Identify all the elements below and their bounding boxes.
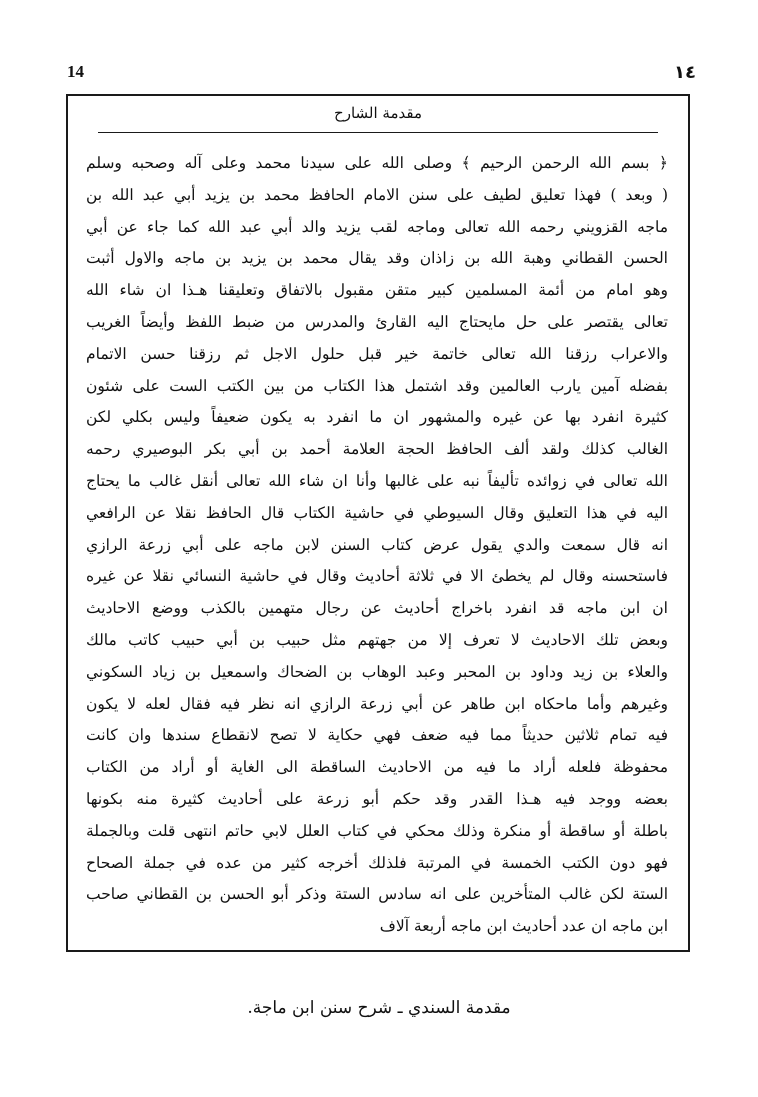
- running-head: مقدمة الشارح: [334, 104, 422, 122]
- text-line: بفضله آمين يارب العالمين وقد اشتمل هذا الكتاب من بين الكتب الست على شئون: [86, 376, 668, 395]
- page-number-arabic: ١٤: [674, 62, 696, 83]
- text-line: وغيرهم وأما ماحكاه ابن طاهر عن أبي زرعة الرازي انه نظر فيه فقال لعله لا يكون: [86, 694, 668, 713]
- text-frame: [66, 94, 690, 952]
- text-line: الحسن القطاني وهبة الله بن زاذان وقد يقال محمد بن يزيد بن ماجه والاول أثبت: [86, 249, 668, 268]
- text-line: كثيرة انفرد بها عن غيره والمشهور ان ما انفرد به يكون ضعيفاً وليس بكلي لكن: [86, 408, 668, 427]
- text-line: الغالب كذلك ولقد ألف الحافظ الحجة العلامة أحمد بن أبي بكر البوصيري رحمه: [86, 440, 668, 459]
- text-line: وهو امام من أئمة المسلمين كبير متقن مقبول بالاتفاق وتعليقنا هـذا ان شاء الله: [86, 281, 668, 300]
- text-line: ان ابن ماجه قد انفرد باخراج أحاديث عن رجال متهمين بالكذب ووضع الاحاديث: [86, 599, 668, 618]
- text-line: ( وبعد ) فهذا تعليق لطيف على سنن الامام الحافظ محمد بن يزيد أبي عبد الله بن: [86, 185, 668, 204]
- text-line: انه قال سمعت والدي يقول عرض كتاب السنن لابن ماجه على أبي زرعة الرازي: [86, 535, 668, 554]
- text-line: ماجه القزويني رحمه الله تعالى وماجه لقب يزيد والد أبي عبد الله كما جاء عن أبي: [86, 217, 668, 236]
- text-line: فيه تمام ثلاثين حديثاً مما فيه ضعف فهي حكاية لا تصح لانقطاع سندها وان كانت: [86, 726, 668, 745]
- page-number-latin: 14: [67, 62, 84, 81]
- text-line: الله تعالى في زوائده تأليفاً نبه على غالبها وأنا ان شاء الله تعالى أنقل غالب ما يحتاج: [86, 471, 668, 490]
- text-line: تعالى يقتصر على حل مايحتاج اليه القارئ والمدرس من ضبط اللفظ وأيضاً الغريب: [86, 312, 668, 331]
- text-line: باطلة أو ساقطة أو منكرة وذلك محكي في كتاب العلل لابي حاتم انتهى قلت وبالجملة: [86, 821, 668, 840]
- body-text: [86, 148, 668, 943]
- text-line: والعلاء بن زيد وداود بن المحبر وعبد الوهاب بن الضحاك واسمعيل بن زياد السكوني: [86, 662, 668, 681]
- running-head-rule: [98, 132, 658, 133]
- text-line: والاعراب رزقنا الله تعالى خاتمة خير قبل حلول الاجل ثم رزقنا حسن الاتمام: [86, 344, 668, 363]
- text-line: محفوظة فلعله أراد ما فيه من الاحاديث الساقطة الى الغاية أو أراد من الكتاب: [86, 758, 668, 777]
- text-line: فهو دون الكتب الخمسة في المرتبة فلذلك أخرجه كثير من عده في جملة الصحاح: [86, 853, 668, 872]
- text-line: اليه في هذا التعليق وقال السيوطي في حاشية الكتاب قال الحافظ نقلا عن الرافعي: [86, 503, 668, 522]
- footer-caption: مقدمة السندي ـ شرح سنن ابن ماجة.: [247, 998, 511, 1018]
- text-line: وبعض تلك الاحاديث لا تعرف إلا من جهتهم مثل حبيب بن أبي حبيب كاتب مالك: [86, 630, 668, 649]
- text-line: فاستحسنه وقال لم يخطئ الا في ثلاثة أحاديث وقال في حاشية النسائي نقلا عن غيره: [86, 567, 668, 586]
- text-line: الستة لكن غالب المتأخرين على انه سادس الستة وذكر أبو الحسن بن القطاني صاحب: [86, 885, 668, 904]
- text-line: بعضه ووجد فيه هـذا القدر وقد حكم أبو زرعة على أحاديث كثيرة منه بكونها: [86, 789, 668, 808]
- text-line: ﴿ بسم الله الرحمن الرحيم ﴾ وصلى الله على سيدنا محمد وعلى آله وصحبه وسلم: [86, 154, 668, 172]
- text-line: ابن ماجه ان عدد أحاديث ابن ماجه أربعة آلاف: [379, 917, 668, 936]
